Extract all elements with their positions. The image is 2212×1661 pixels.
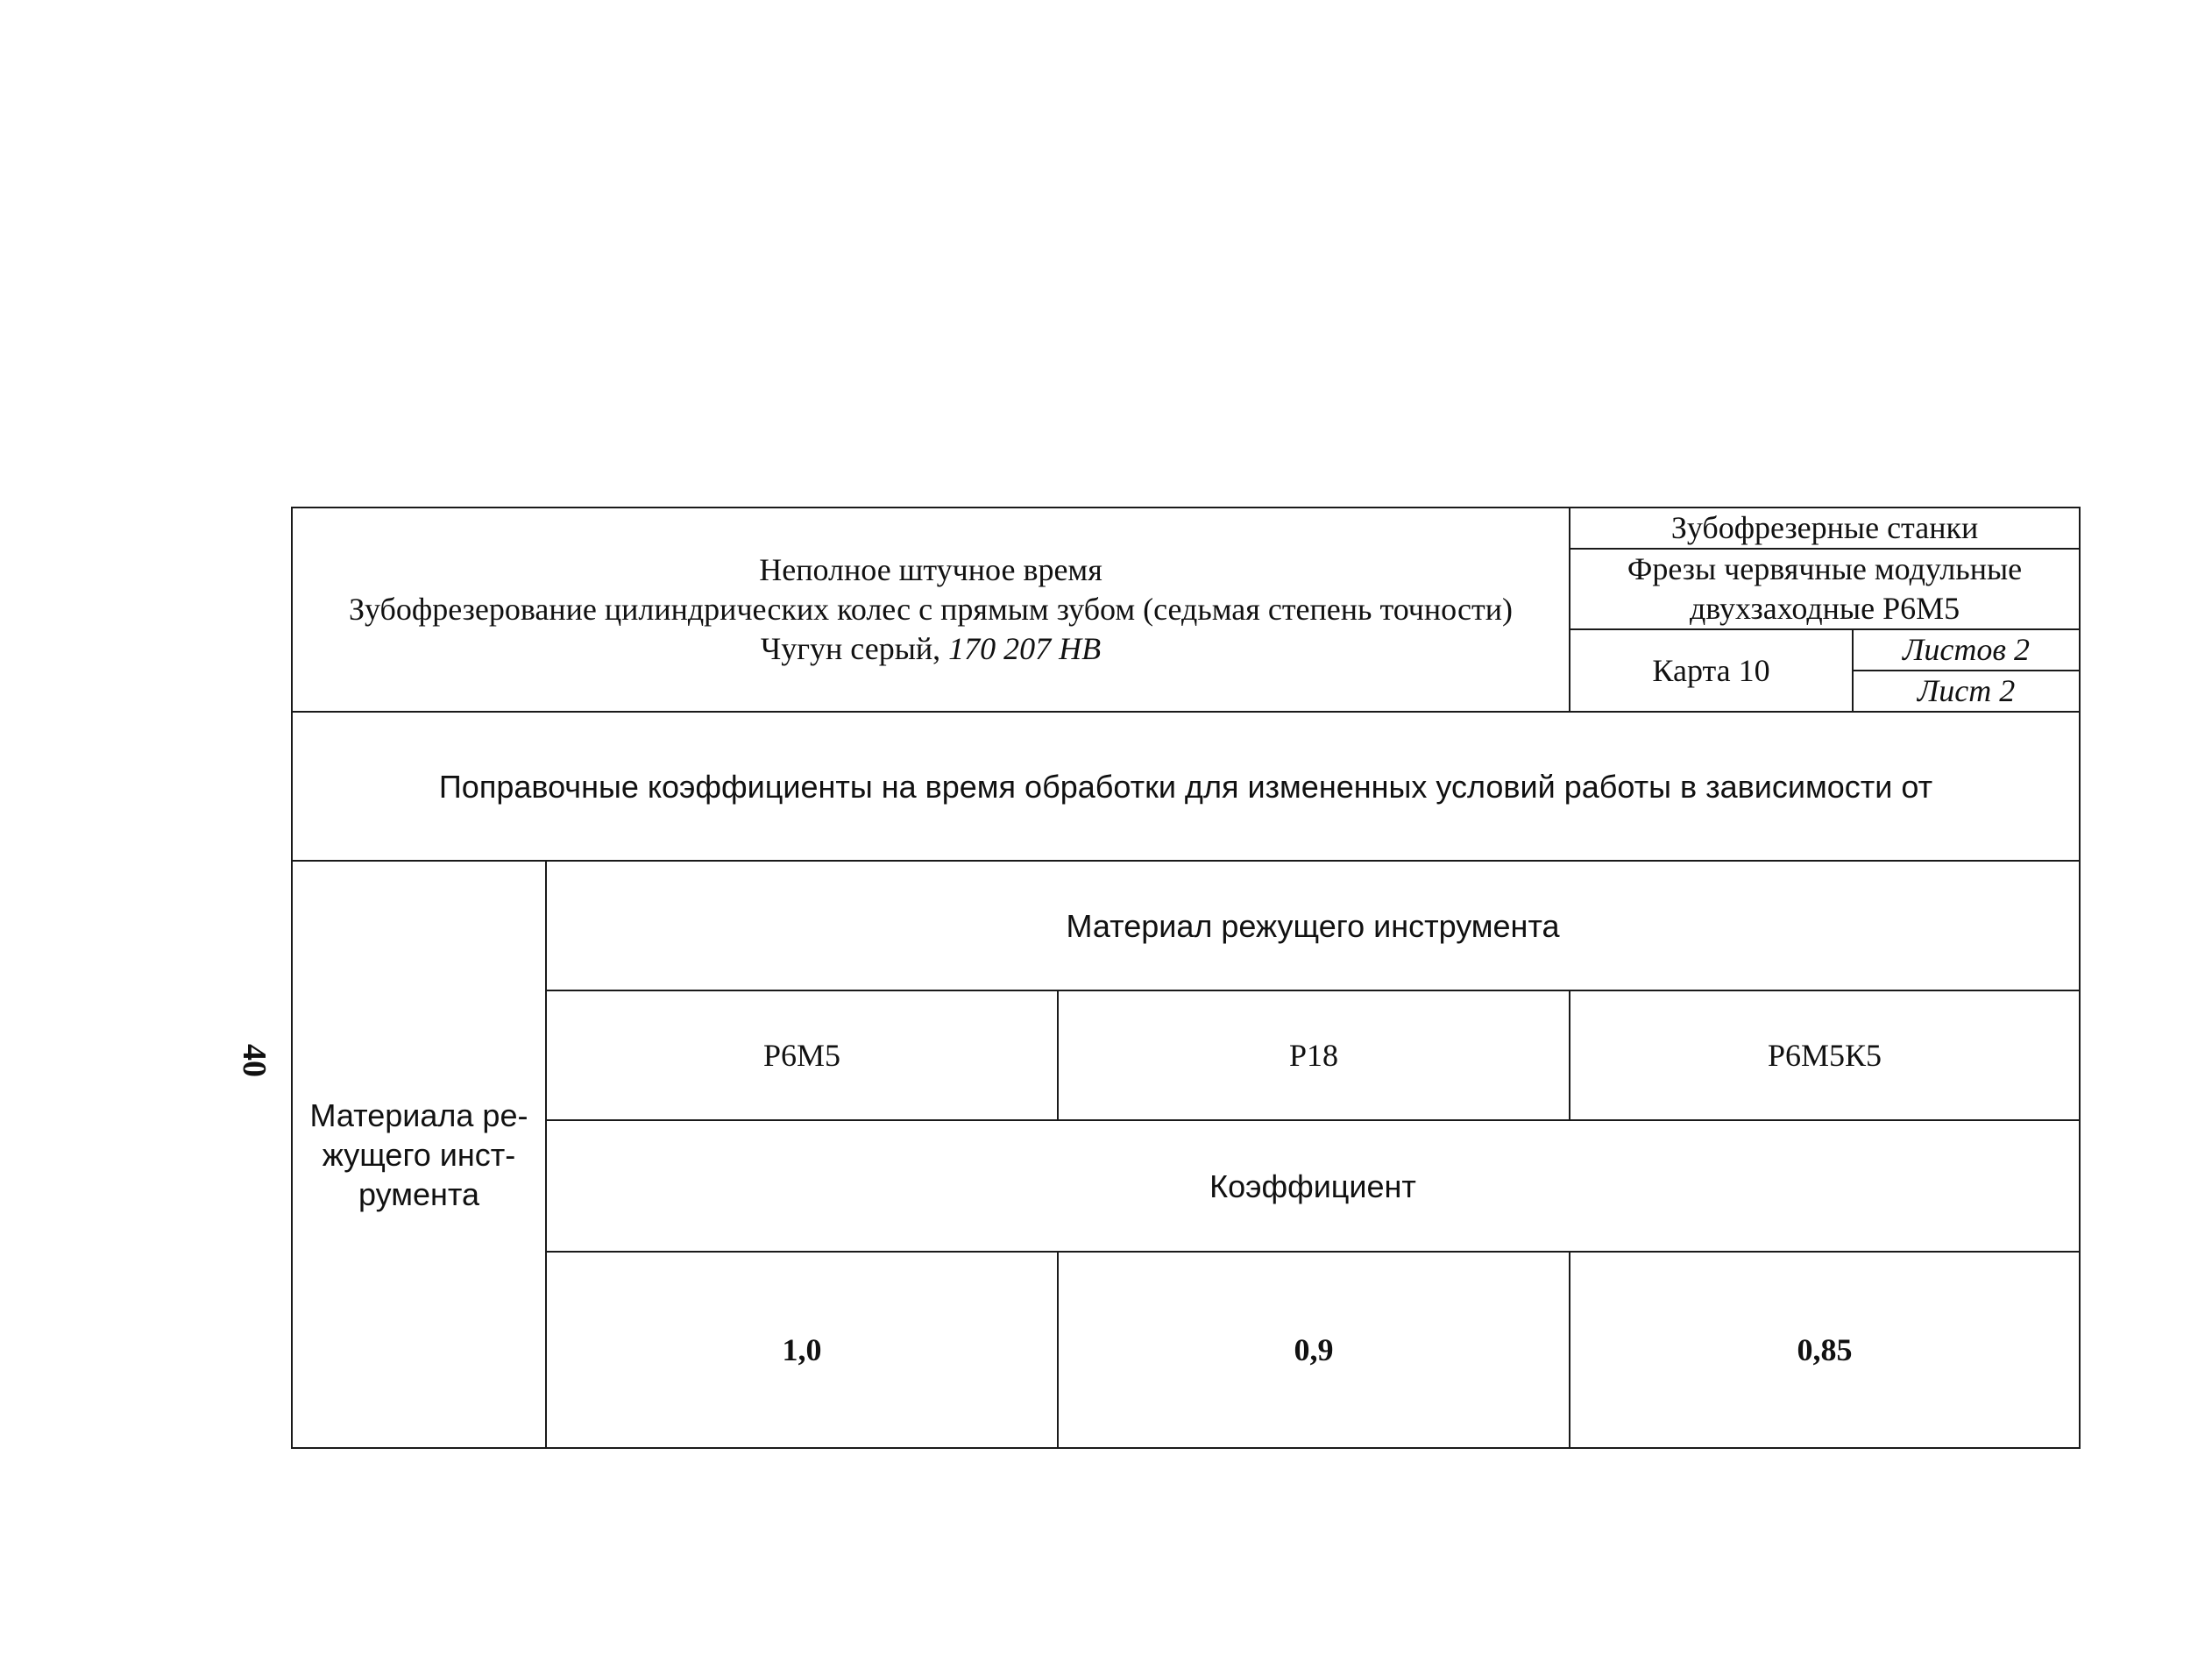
sheet-number: Лист 2	[1853, 671, 2080, 712]
row-label-line-3: румента	[358, 1175, 479, 1212]
coefficient-header: Коэффициент	[546, 1120, 2080, 1252]
material-line	[293, 629, 1569, 669]
section-title: Поправочные коэффициенты на время обработки для измененных условий работы в зависимости от	[292, 712, 2080, 861]
column-header: Р6М5	[546, 990, 1058, 1120]
hardness-range: 170 207 НВ	[948, 631, 1102, 666]
coefficient-value: 0,85	[1570, 1252, 2080, 1448]
document-title	[292, 508, 1570, 712]
group-header: Материал режущего инструмента	[546, 861, 2080, 990]
coefficient-value: 1,0	[546, 1252, 1058, 1448]
row-label	[292, 861, 546, 1448]
sheets-total: Листов 2	[1853, 629, 2080, 671]
column-header: Р18	[1058, 990, 1570, 1120]
material-prefix: Чугун серый,	[760, 631, 949, 666]
row-label-line-2: жущего инст-	[322, 1136, 516, 1173]
card-number: Карта 10	[1570, 629, 1853, 712]
machine-type: Зубофрезерные станки	[1570, 508, 2080, 549]
title-line-1: Неполное штучное время	[759, 552, 1102, 587]
column-header: Р6М5К5	[1570, 990, 2080, 1120]
tool-line-2: двухзаходные Р6М5	[1689, 591, 1960, 626]
tool-description	[1570, 549, 2080, 629]
row-label-line-1: Материала ре-	[309, 1097, 528, 1133]
page-number: 40	[236, 1044, 273, 1077]
tool-line-1: Фрезы червячные модульные	[1627, 551, 2023, 586]
title-line-2: Зубофрезерование цилиндрических колес с прямым зубом (седьмая степень точности)	[349, 592, 1514, 627]
coefficient-value: 0,9	[1058, 1252, 1570, 1448]
norms-card-table	[291, 507, 2081, 1449]
